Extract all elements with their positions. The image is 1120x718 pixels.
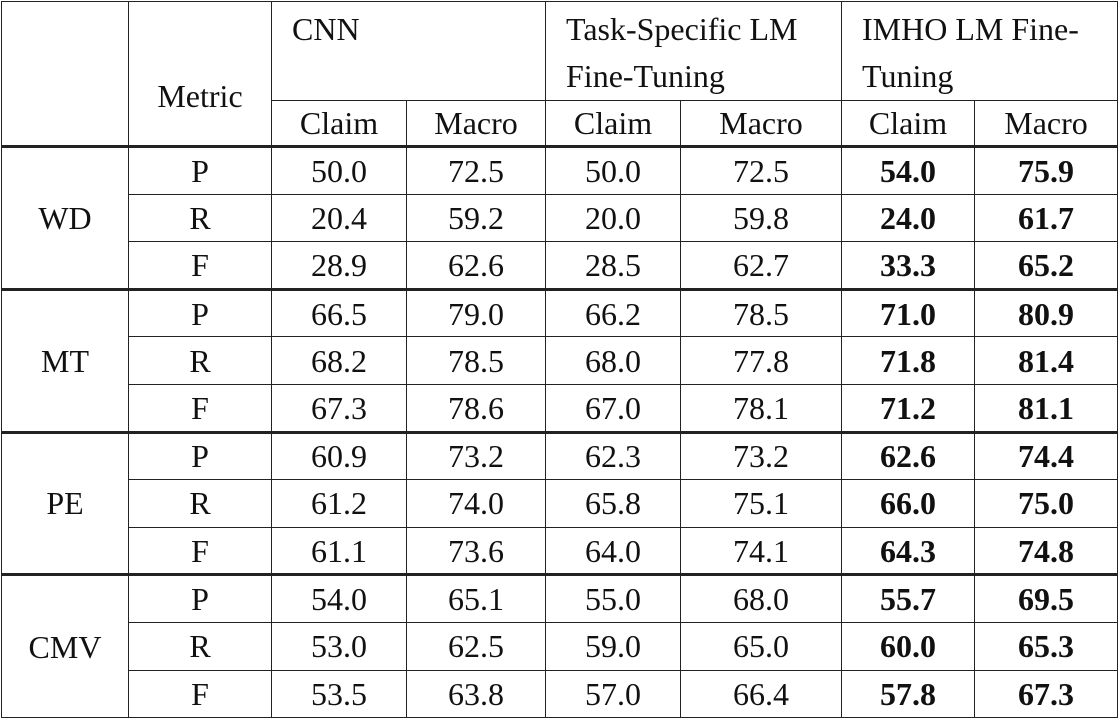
value-cell: 68.0 — [681, 575, 842, 623]
value-cell: 74.1 — [681, 527, 842, 575]
value-cell: 62.5 — [407, 622, 546, 670]
value-cell: 65.1 — [407, 575, 546, 623]
metric-cell: P — [129, 575, 272, 623]
value-cell: 63.8 — [407, 670, 546, 718]
value-cell: 71.2 — [842, 384, 975, 432]
value-cell: 78.5 — [681, 289, 842, 337]
value-cell: 71.0 — [842, 289, 975, 337]
metric-cell: F — [129, 670, 272, 718]
value-cell: 62.6 — [842, 432, 975, 480]
value-cell: 67.3 — [272, 384, 407, 432]
value-cell: 73.2 — [681, 432, 842, 480]
value-cell: 75.1 — [681, 480, 842, 528]
value-cell: 59.2 — [407, 194, 546, 242]
value-cell: 59.8 — [681, 194, 842, 242]
results-table — [1, 1, 1118, 718]
value-cell: 71.8 — [842, 337, 975, 385]
value-cell: 81.1 — [975, 384, 1118, 432]
value-cell: 67.0 — [546, 384, 681, 432]
value-cell: 61.2 — [272, 480, 407, 528]
table-row — [2, 480, 1118, 528]
corner-cell — [2, 2, 129, 147]
value-cell: 57.0 — [546, 670, 681, 718]
metric-cell: R — [129, 480, 272, 528]
table-row — [2, 670, 1118, 718]
value-cell: 81.4 — [975, 337, 1118, 385]
value-cell: 66.4 — [681, 670, 842, 718]
value-cell: 62.6 — [407, 242, 546, 290]
value-cell: 57.8 — [842, 670, 975, 718]
value-cell: 68.2 — [272, 337, 407, 385]
value-cell: 66.5 — [272, 289, 407, 337]
value-cell: 28.5 — [546, 242, 681, 290]
dataset-label: MT — [2, 289, 129, 432]
table-row — [2, 622, 1118, 670]
subcol-header: Macro — [681, 101, 842, 147]
table-row — [2, 242, 1118, 290]
value-cell: 78.6 — [407, 384, 546, 432]
value-cell: 79.0 — [407, 289, 546, 337]
dataset-label: PE — [2, 432, 129, 575]
value-cell: 69.5 — [975, 575, 1118, 623]
value-cell: 59.0 — [546, 622, 681, 670]
value-cell: 65.8 — [546, 480, 681, 528]
dataset-label: WD — [2, 147, 129, 290]
value-cell: 66.2 — [546, 289, 681, 337]
value-cell: 55.7 — [842, 575, 975, 623]
value-cell: 73.6 — [407, 527, 546, 575]
table-row — [2, 147, 1118, 195]
metric-cell: P — [129, 147, 272, 195]
value-cell: 73.2 — [407, 432, 546, 480]
value-cell: 60.0 — [842, 622, 975, 670]
value-cell: 54.0 — [842, 147, 975, 195]
value-cell: 54.0 — [272, 575, 407, 623]
value-cell: 64.3 — [842, 527, 975, 575]
value-cell: 72.5 — [407, 147, 546, 195]
value-cell: 61.1 — [272, 527, 407, 575]
value-cell: 62.3 — [546, 432, 681, 480]
table-row — [2, 432, 1118, 480]
value-cell: 20.0 — [546, 194, 681, 242]
value-cell: 53.5 — [272, 670, 407, 718]
value-cell: 68.0 — [546, 337, 681, 385]
value-cell: 65.2 — [975, 242, 1118, 290]
subcol-header: Macro — [407, 101, 546, 147]
value-cell: 62.7 — [681, 242, 842, 290]
metric-cell: R — [129, 622, 272, 670]
value-cell: 53.0 — [272, 622, 407, 670]
group-header-task-specific: Task-Specific LM Fine-Tuning — [546, 2, 842, 101]
metric-cell: F — [129, 242, 272, 290]
value-cell: 65.3 — [975, 622, 1118, 670]
table-row — [2, 527, 1118, 575]
value-cell: 75.9 — [975, 147, 1118, 195]
metric-cell: R — [129, 337, 272, 385]
group-header-cnn: CNN — [272, 2, 546, 101]
subcol-header: Claim — [546, 101, 681, 147]
value-cell: 67.3 — [975, 670, 1118, 718]
metric-cell: F — [129, 384, 272, 432]
value-cell: 78.1 — [681, 384, 842, 432]
value-cell: 28.9 — [272, 242, 407, 290]
table-row — [2, 575, 1118, 623]
value-cell: 74.4 — [975, 432, 1118, 480]
value-cell: 77.8 — [681, 337, 842, 385]
group-header-imho: IMHO LM Fine-Tuning — [842, 2, 1118, 101]
value-cell: 55.0 — [546, 575, 681, 623]
subcol-header: Claim — [272, 101, 407, 147]
value-cell: 61.7 — [975, 194, 1118, 242]
value-cell: 64.0 — [546, 527, 681, 575]
value-cell: 24.0 — [842, 194, 975, 242]
value-cell: 65.0 — [681, 622, 842, 670]
value-cell: 75.0 — [975, 480, 1118, 528]
table-row — [2, 289, 1118, 337]
value-cell: 50.0 — [546, 147, 681, 195]
value-cell: 66.0 — [842, 480, 975, 528]
table-row — [2, 337, 1118, 385]
value-cell: 80.9 — [975, 289, 1118, 337]
table-row — [2, 384, 1118, 432]
subcol-header: Claim — [842, 101, 975, 147]
value-cell: 60.9 — [272, 432, 407, 480]
dataset-label: CMV — [2, 575, 129, 718]
metric-cell: F — [129, 527, 272, 575]
header-row-groups — [2, 2, 1118, 101]
value-cell: 74.8 — [975, 527, 1118, 575]
value-cell: 33.3 — [842, 242, 975, 290]
value-cell: 50.0 — [272, 147, 407, 195]
metric-cell: R — [129, 194, 272, 242]
metric-cell: P — [129, 432, 272, 480]
value-cell: 74.0 — [407, 480, 546, 528]
metric-header: Metric — [129, 2, 272, 147]
value-cell: 78.5 — [407, 337, 546, 385]
metric-cell: P — [129, 289, 272, 337]
subcol-header: Macro — [975, 101, 1118, 147]
value-cell: 72.5 — [681, 147, 842, 195]
value-cell: 20.4 — [272, 194, 407, 242]
table-row — [2, 194, 1118, 242]
